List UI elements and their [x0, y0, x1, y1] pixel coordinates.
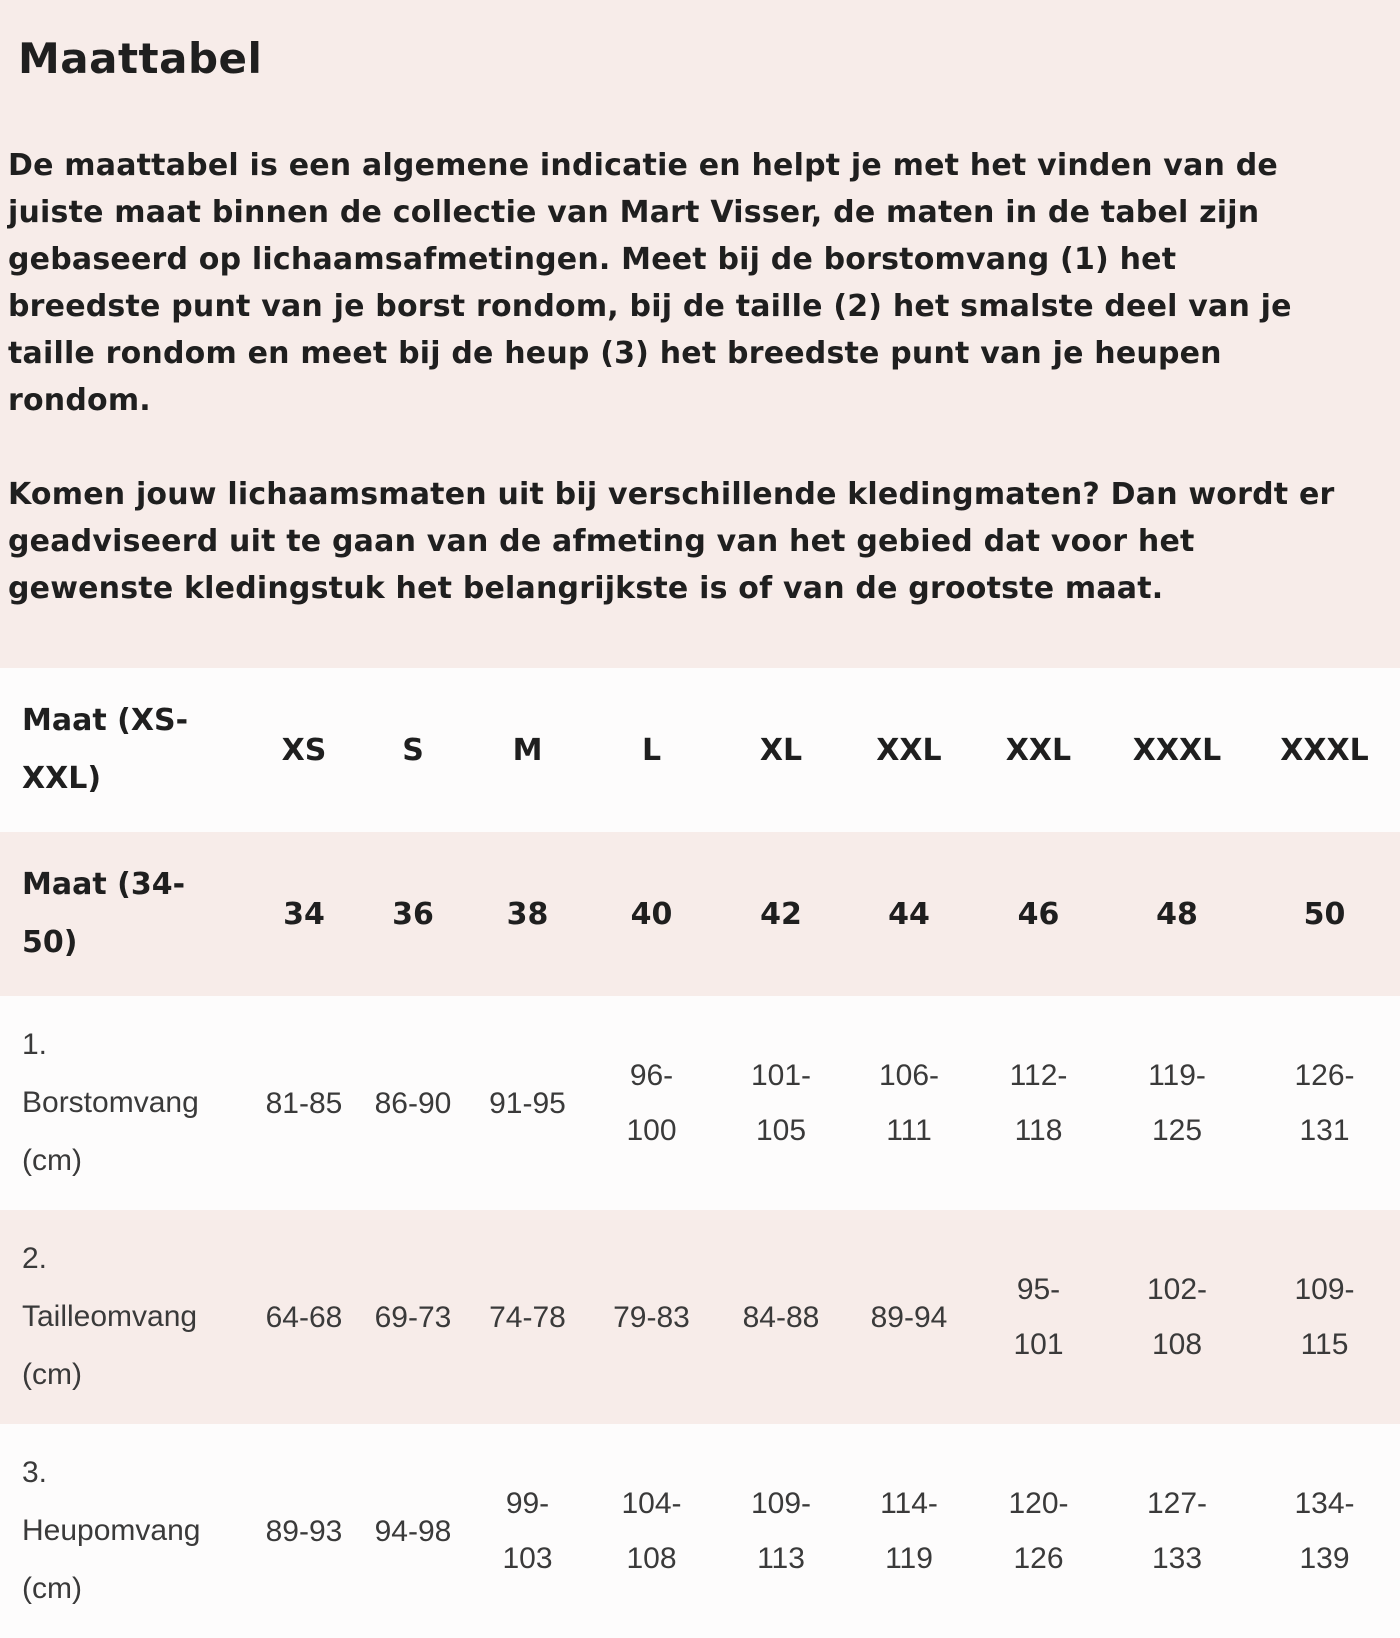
- cell-value: 69-73: [374, 1300, 452, 1334]
- cell-value: 127-133: [1146, 1487, 1208, 1576]
- cell-value: 89-94: [870, 1300, 948, 1334]
- size-cell: [587, 1424, 716, 1638]
- row-label: 2. Tailleomvang (cm): [22, 1242, 198, 1392]
- size-cell: [250, 996, 358, 1210]
- cell-value: 84-88: [742, 1300, 820, 1334]
- size-cell: [468, 1210, 587, 1424]
- size-cell: [358, 1210, 468, 1424]
- cell-value: 109-115: [1294, 1273, 1355, 1362]
- size-cell: [468, 1424, 587, 1638]
- cell-value: XXL: [1005, 732, 1072, 768]
- size-cell: [587, 668, 716, 832]
- cell-value: 46: [1017, 896, 1060, 932]
- cell-value: 106-111: [878, 1059, 940, 1148]
- size-cell: [250, 1424, 358, 1638]
- intro-paragraph-1: De maattabel is een algemene indicatie en helpt je met het vinden van de juiste maat binnen de collectie van Mart Visser, de maten in de tabel zijn gebaseerd op lichaamsafmetingen. Meet bij de borstomvang (1) het breedste punt van je borst rondom, bij de taille (2) het smalste deel van je taille rondom en meet bij de heup (3) het breedste punt van je heupen rondom.: [8, 148, 1292, 419]
- cell-value: XXXL: [1132, 732, 1222, 768]
- size-cell: [587, 996, 716, 1210]
- size-cell: [1105, 1210, 1249, 1424]
- intro-paragraph-2: Komen jouw lichaamsmaten uit bij verschillende kledingmaten? Dan wordt er geadviseerd uit te gaan van de afmeting van het gebied dat voor het gewenste kledingstuk het belangrijkste is of van de grootste maat.: [8, 477, 1335, 607]
- cell-value: XXXL: [1280, 732, 1369, 768]
- size-cell: [587, 1210, 716, 1424]
- cell-value: XXL: [876, 732, 942, 768]
- size-cell: [358, 832, 468, 996]
- table-row: [0, 996, 1400, 1210]
- table-row: [0, 832, 1400, 996]
- size-cell: [1249, 668, 1400, 832]
- size-cell: [716, 668, 846, 832]
- cell-value: 34: [283, 896, 325, 932]
- size-cell: [846, 832, 972, 996]
- size-cell: [358, 996, 468, 1210]
- size-cell: [972, 1424, 1105, 1638]
- size-cell: [250, 832, 358, 996]
- size-cell: [1249, 832, 1400, 996]
- cell-value: 101-105: [750, 1059, 812, 1148]
- size-cell: [358, 668, 468, 832]
- cell-value: 96-100: [626, 1059, 677, 1148]
- cell-value: 64-68: [265, 1300, 343, 1334]
- size-cell: [972, 996, 1105, 1210]
- cell-value: 44: [888, 896, 930, 932]
- cell-value: L: [641, 732, 662, 768]
- cell-value: 74-78: [489, 1300, 566, 1334]
- size-cell: [468, 668, 587, 832]
- cell-value: 99-103: [502, 1487, 553, 1576]
- size-cell: [846, 996, 972, 1210]
- size-cell: [846, 668, 972, 832]
- cell-value: 104-108: [621, 1487, 682, 1576]
- cell-value: 48: [1156, 896, 1198, 932]
- cell-value: XL: [759, 732, 803, 768]
- size-cell: [846, 1424, 972, 1638]
- size-cell: [1249, 1210, 1400, 1424]
- cell-value: 114-119: [880, 1487, 938, 1576]
- size-cell: [846, 1210, 972, 1424]
- row-label: Maat (XS-XXL): [22, 703, 189, 797]
- cell-value: S: [402, 732, 424, 768]
- cell-value: 94-98: [374, 1514, 452, 1548]
- cell-value: 42: [760, 896, 802, 932]
- size-cell: [587, 832, 716, 996]
- cell-value: M: [512, 732, 543, 768]
- cell-value: 40: [630, 896, 673, 932]
- cell-value: 79-83: [613, 1300, 690, 1334]
- size-cell: [1249, 1424, 1400, 1638]
- cell-value: 50: [1303, 896, 1346, 932]
- size-cell: [1249, 996, 1400, 1210]
- size-cell: [1105, 832, 1249, 996]
- cell-value: 120-126: [1008, 1487, 1069, 1576]
- size-cell: [716, 1424, 846, 1638]
- size-cell: [468, 832, 587, 996]
- table-row: [0, 1210, 1400, 1424]
- size-cell: [468, 996, 587, 1210]
- size-cell: [250, 1210, 358, 1424]
- size-cell: [1105, 1424, 1249, 1638]
- cell-value: 112-118: [1009, 1059, 1068, 1148]
- size-cell: [716, 996, 846, 1210]
- cell-value: 119-125: [1148, 1059, 1206, 1148]
- size-cell: [972, 668, 1105, 832]
- cell-value: 91-95: [489, 1086, 566, 1120]
- cell-value: 95-101: [1013, 1273, 1064, 1362]
- size-table: [0, 668, 1400, 1638]
- cell-value: 36: [392, 896, 434, 932]
- page-title: Maattabel: [18, 34, 263, 83]
- size-cell: [716, 1210, 846, 1424]
- size-cell: [972, 1210, 1105, 1424]
- size-cell: [1105, 996, 1249, 1210]
- cell-value: 81-85: [265, 1086, 343, 1120]
- table-row: [0, 668, 1400, 832]
- cell-value: 89-93: [265, 1514, 343, 1548]
- cell-value: 109-113: [750, 1487, 812, 1576]
- cell-value: 102-108: [1146, 1273, 1208, 1362]
- cell-value: XS: [281, 732, 327, 768]
- row-label: 3. Heupomvang (cm): [22, 1456, 201, 1606]
- cell-value: 86-90: [374, 1086, 452, 1120]
- table-row: [0, 1424, 1400, 1638]
- cell-value: 134-139: [1294, 1487, 1355, 1576]
- size-cell: [1105, 668, 1249, 832]
- size-cell: [716, 832, 846, 996]
- cell-value: 38: [506, 896, 549, 932]
- size-cell: [358, 1424, 468, 1638]
- size-cell: [972, 832, 1105, 996]
- row-label: 1. Borstomvang (cm): [22, 1028, 199, 1178]
- size-cell: [250, 668, 358, 832]
- cell-value: 126-131: [1294, 1059, 1355, 1148]
- row-label: Maat (34-50): [22, 867, 186, 961]
